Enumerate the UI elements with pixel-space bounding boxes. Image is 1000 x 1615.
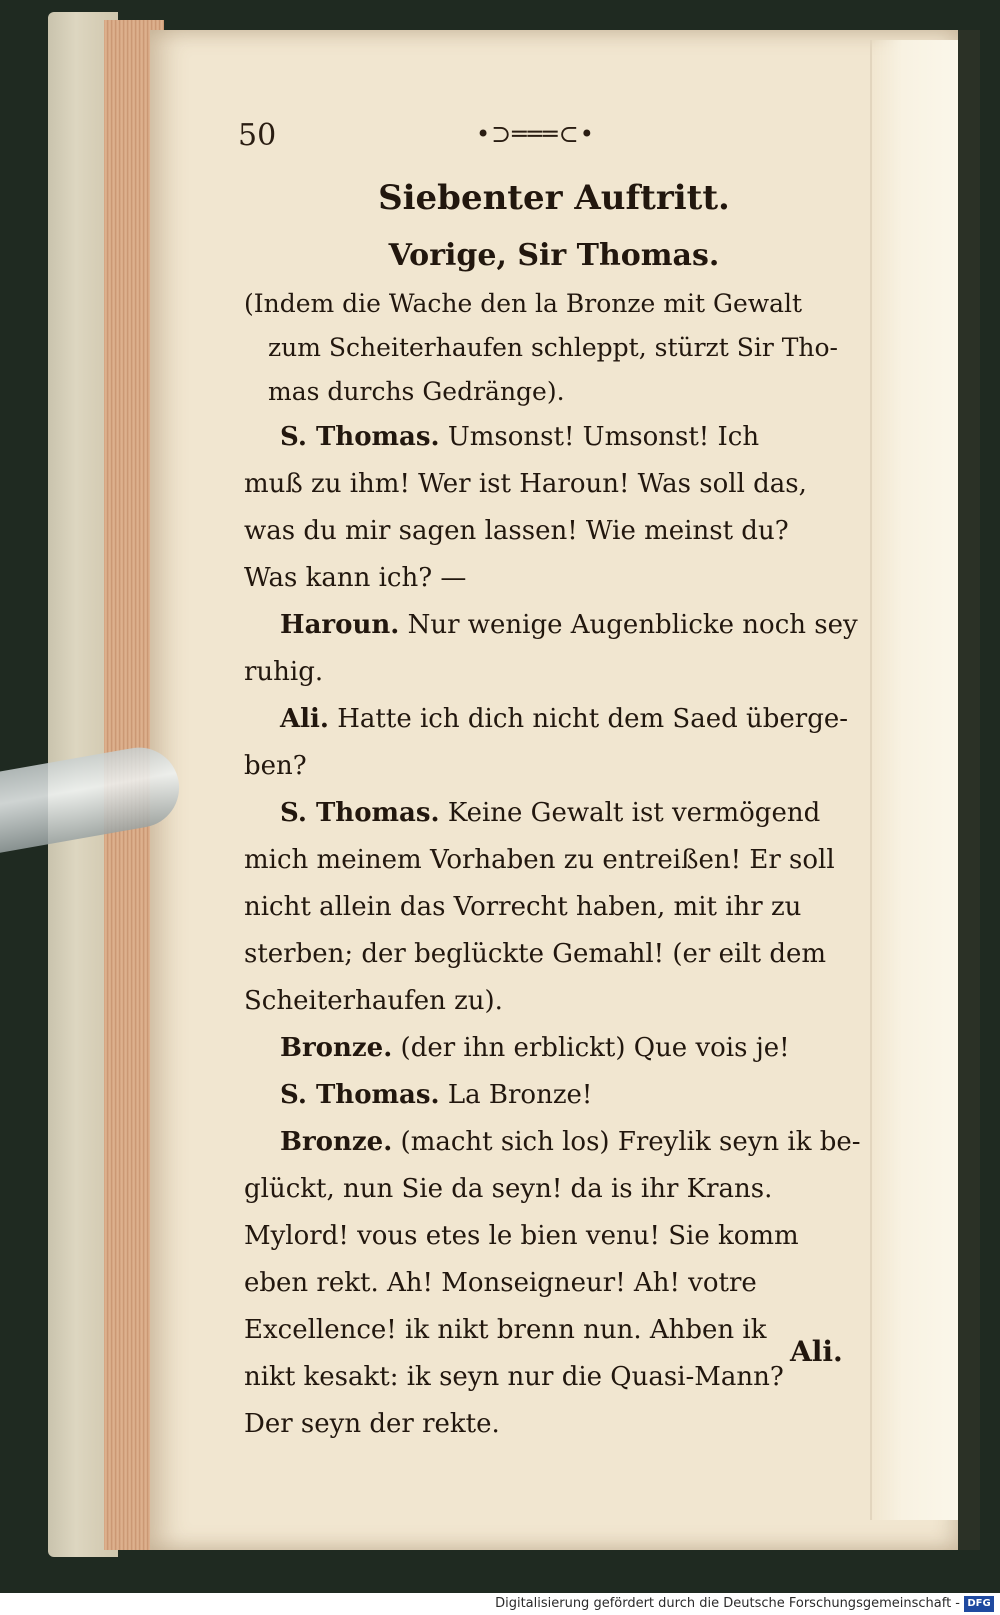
dfg-logo: DFG — [964, 1596, 994, 1612]
speech-line: was du mir sagen lassen! Wie meinst du? — [244, 516, 789, 546]
speech-line: sterben; der beglückte Gemahl! (er eilt dem — [244, 939, 827, 969]
scene-cast: Vorige, Sir Thomas. — [388, 238, 720, 273]
speech-line: Der seyn der rekte. — [244, 1409, 500, 1439]
speech-line — [244, 790, 864, 837]
speaker-name: Haroun. — [280, 610, 400, 640]
speech-text: Nur wenige Augenblicke noch sey — [407, 610, 858, 640]
stage-direction-line: zum Scheiterhaufen schleppt, stürzt Sir Tho- — [268, 333, 838, 362]
header-ornament: •⊃═══⊂• — [476, 120, 595, 148]
speech-line: Mylord! vous etes le bien venu! Sie komm — [244, 1221, 799, 1251]
stage-direction-line: mas durchs Gedränge). — [268, 377, 565, 406]
speaker-name: S. Thomas. — [280, 798, 440, 828]
page-header — [238, 118, 878, 158]
page-number: 50 — [238, 118, 277, 153]
speech-line: muß zu ihm! Wer ist Haroun! Was soll das, — [244, 469, 807, 499]
speaker-name: Bronze. — [280, 1033, 393, 1063]
speech-line: mich meinem Vorhaben zu entreißen! Er soll — [244, 845, 835, 875]
speech-line — [244, 1025, 864, 1072]
speech-line — [244, 414, 864, 461]
footer-credit: Digitalisierung gefördert durch die Deutsche Forschungsgemeinschaft - — [495, 1596, 960, 1611]
speech-line: nicht allein das Vorrecht haben, mit ihr zu — [244, 892, 802, 922]
speech-line — [244, 1119, 864, 1166]
speech — [244, 696, 864, 790]
speech-text: (der ihn erblickt) Que vois je! — [400, 1033, 790, 1063]
speech-line: Excellence! ik nikt brenn nun. Ahben ik — [244, 1315, 767, 1345]
stage-direction — [244, 282, 864, 414]
speech-text: Umsonst! Umsonst! Ich — [447, 422, 760, 452]
speech-line: ruhig. — [244, 657, 324, 687]
speech — [244, 414, 864, 602]
speech — [244, 1119, 864, 1448]
speech-text: Keine Gewalt ist vermögend — [447, 798, 821, 828]
speech-text: La Bronze! — [447, 1080, 593, 1110]
speech — [244, 1072, 864, 1119]
speech-line — [244, 696, 864, 743]
speech-text: (macht sich los) Freylik seyn ik be- — [400, 1127, 861, 1157]
page-gutter-right — [958, 30, 980, 1550]
speaker-name: Bronze. — [280, 1127, 393, 1157]
stage-direction-line: (Indem die Wache den la Bronze mit Gewalt — [244, 289, 803, 318]
speech-line: Scheiterhaufen zu). — [244, 986, 503, 1016]
speaker-name: Ali. — [280, 704, 329, 734]
speech-line — [244, 1072, 864, 1119]
speech-line: glückt, nun Sie da seyn! da is ihr Krans. — [244, 1174, 773, 1204]
scene-title: Siebenter Auftritt. — [378, 178, 730, 218]
speech-line — [244, 602, 864, 649]
speech-text: Hatte ich dich nicht dem Saed überge- — [337, 704, 849, 734]
catchword: Ali. — [790, 1335, 843, 1368]
speech — [244, 790, 864, 1025]
speech-line: Was kann ich? — — [244, 563, 467, 593]
speaker-name: S. Thomas. — [280, 422, 440, 452]
speech — [244, 602, 864, 696]
speech — [244, 1025, 864, 1072]
speech-line: ben? — [244, 751, 307, 781]
digitization-footer — [0, 1593, 1000, 1615]
speech-line: eben rekt. Ah! Monseigneur! Ah! votre — [244, 1268, 757, 1298]
page-stain — [870, 40, 960, 1520]
speech-line: nikt kesakt: ik seyn nur die Quasi-Mann? — [244, 1362, 784, 1392]
page-text — [244, 170, 864, 1448]
speaker-name: S. Thomas. — [280, 1080, 440, 1110]
